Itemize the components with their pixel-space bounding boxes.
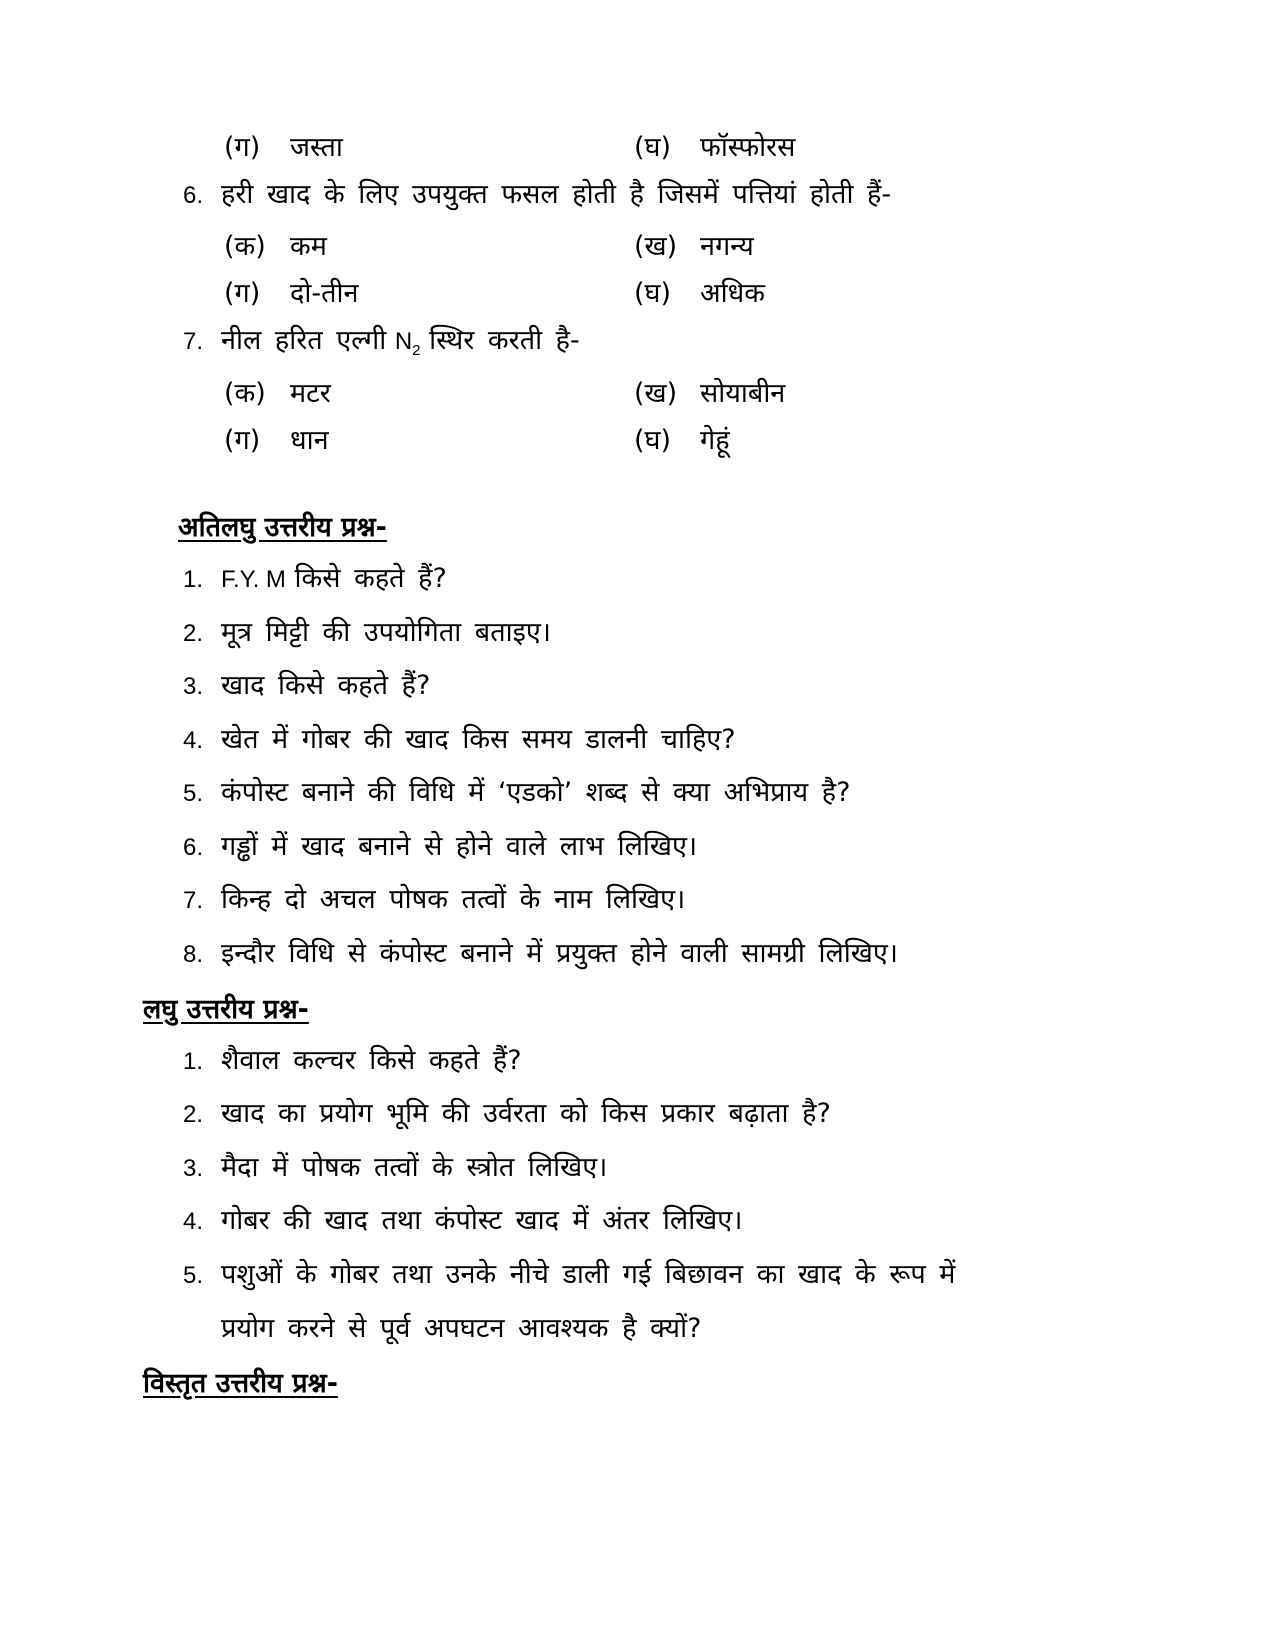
q5-options-row bbox=[0, 131, 1000, 165]
q6-option-b: (ख) नगन्य bbox=[634, 231, 754, 262]
question-6: 6. हरी खाद के लिए उपयुक्त फसल होती है जिसमें पत्तियां होती हैं- bbox=[183, 179, 892, 210]
q6-options-row-2 bbox=[0, 277, 1000, 311]
very-short-heading: अतिलघु उत्तरीय प्रश्न- bbox=[178, 512, 387, 543]
q6-options-row-1 bbox=[0, 230, 1000, 264]
very-short-q5: 5. कंपोस्ट बनाने की विधि में ‘एडको’ शब्द से क्या अभिप्राय है? bbox=[183, 777, 851, 808]
very-short-q8: 8. इन्दौर विधि से कंपोस्ट बनाने में प्रयुक्त होने वाली सामग्री लिखिए। bbox=[183, 938, 899, 969]
short-heading: लघु उत्तरीय प्रश्न- bbox=[143, 994, 309, 1025]
very-short-q7: 7. किन्ह दो अचल पोषक तत्वों के नाम लिखिए। bbox=[183, 884, 686, 915]
q7-options-row-2 bbox=[0, 424, 1000, 458]
q7-option-d: (घ) गेहूं bbox=[634, 425, 730, 456]
very-short-q1: 1. F.Y. M किसे कहते हैं? bbox=[183, 563, 447, 594]
q6-option-d: (घ) अधिक bbox=[634, 278, 765, 309]
q6-option-c: (ग) दो-तीन bbox=[224, 278, 359, 309]
very-short-q3: 3. खाद किसे कहते हैं? bbox=[183, 670, 431, 701]
short-q2: 2. खाद का प्रयोग भूमि की उर्वरता को किस प्रकार बढ़ाता है? bbox=[183, 1098, 831, 1129]
short-q1: 1. शैवाल कल्चर किसे कहते हैं? bbox=[183, 1045, 522, 1076]
very-short-q6: 6. गड्ढों में खाद बनाने से होने वाले लाभ लिखिए। bbox=[183, 831, 698, 862]
very-short-q4: 4. खेत में गोबर की खाद किस समय डालनी चाहिए? bbox=[183, 724, 736, 755]
n2-formula: $N_2$ bbox=[394, 328, 421, 359]
long-heading: विस्तृत उत्तरीय प्रश्न- bbox=[143, 1368, 338, 1399]
q7-option-b: (ख) सोयाबीन bbox=[634, 378, 786, 409]
q7-option-a: (क) मटर bbox=[224, 378, 331, 409]
very-short-q2: 2. मूत्र मिट्टी की उपयोगिता बताइए। bbox=[183, 617, 552, 648]
q5-option-c: (ग) जस्ता bbox=[224, 132, 343, 163]
short-q5: 5. पशुओं के गोबर तथा उनके नीचे डाली गई बिछावन का खाद के रूप में bbox=[183, 1259, 956, 1290]
question-7: 7. नील हरित एल्गी $N_2$ स्थिर करती है- bbox=[183, 325, 580, 359]
q7-option-c: (ग) धान bbox=[224, 425, 329, 456]
q5-option-d: (घ) फॉस्फोरस bbox=[634, 132, 796, 163]
q6-option-a: (क) कम bbox=[224, 231, 327, 262]
short-q4: 4. गोबर की खाद तथा कंपोस्ट खाद में अंतर लिखिए। bbox=[183, 1205, 743, 1236]
q7-options-row-1 bbox=[0, 377, 1000, 411]
short-q5-continued: प्रयोग करने से पूर्व अपघटन आवश्यक है क्यों? bbox=[221, 1313, 702, 1344]
short-q3: 3. मैदा में पोषक तत्वों के स्त्रोत लिखिए। bbox=[183, 1152, 608, 1183]
